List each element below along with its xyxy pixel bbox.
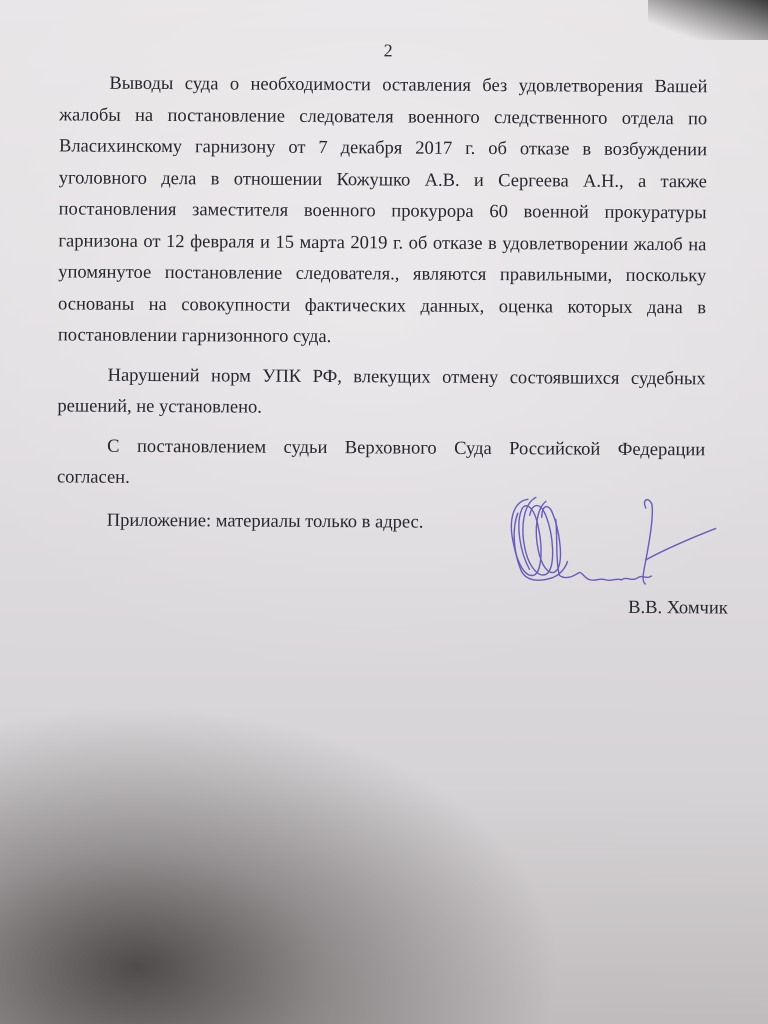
background-corner	[648, 0, 768, 40]
letter-body	[57, 68, 708, 497]
attachment-note: Приложение: материалы только в адрес.	[106, 510, 424, 533]
paragraph-conclusions: Выводы суда о необходимости оставления без удовлетворения Вашей жалобы на постановление следователя военного следственного отдела по Власихинскому гарнизону от 7 декабря 2017 г. об отказе в возбуждении уголовного дела в отношении Кожушко А.В. и Сергеева А.Н., а также постановления заместителя военного прокурора 60 военной прокуратуры гарнизона от 12 февраля и 15 марта 2019 г. об отказе в удовлетворении жалоб на упомянутое постановление следователя., являются правильными, поскольку основаны на совокупности фактических данных, оценка которых дана в постановлении гарнизонного суда.	[57, 73, 708, 348]
paragraph-no-violations: Нарушений норм УПК РФ, влекущих отмену состоявшихся судебных решений, не установлено.	[57, 365, 706, 418]
paragraph-agreement: С постановлением судьи Верховного Суда Российской Федерации согласен.	[56, 436, 706, 488]
handwritten-signature	[495, 489, 726, 600]
signer-name: В.В. Хомчик	[628, 597, 728, 619]
page-number: 2	[383, 40, 393, 61]
